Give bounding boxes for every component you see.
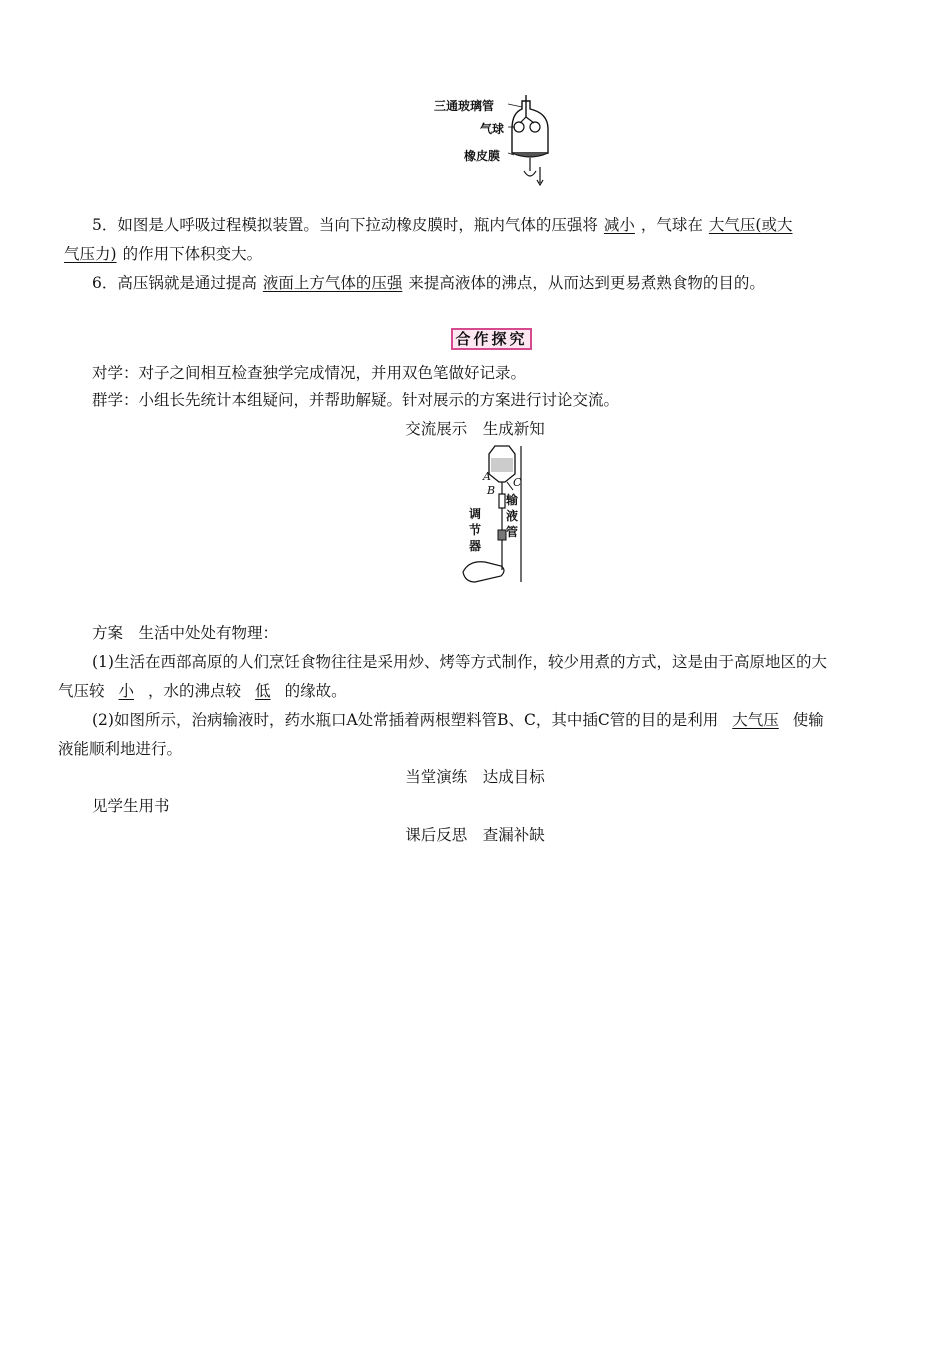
letter-b: B	[487, 484, 496, 497]
see-student-book: 见学生用书	[92, 797, 170, 815]
item-2-text-2: 使输	[792, 711, 824, 729]
q5-text-2: ，气球在	[640, 216, 703, 234]
subheading-exchange-show: 交流展示 生成新知	[405, 420, 545, 438]
item-2-line-2: 液能顺利地进行。	[58, 740, 183, 758]
q5-text-1: 5．如图是人呼吸过程模拟装置。当向下拉动橡皮膜时，瓶内气体的压强将	[92, 216, 598, 234]
item-2-answer-1: 大气压	[732, 711, 779, 729]
subheading-classroom-practice: 当堂演练 达成目标	[405, 768, 545, 786]
label-iv-tube: 输液管	[506, 493, 519, 539]
qunxue-paragraph: 群学：小组长先统计本组疑问，并帮助解疑。针对展示的方案进行讨论交流。	[92, 391, 620, 409]
plan-heading: 方案 生活中处处有物理：	[92, 624, 279, 642]
subheading-after-class-reflection: 课后反思 查漏补缺	[405, 826, 545, 844]
item-2-line-1	[92, 709, 890, 731]
label-balloon: 气球	[480, 122, 505, 136]
section-heading-cooperative-inquiry: 合作探究	[451, 328, 532, 350]
label-rubber-membrane: 橡皮膜	[464, 149, 501, 163]
item-1-line-2	[58, 680, 890, 702]
iv-drip-figure	[455, 442, 535, 590]
label-three-way-tube: 三通玻璃管	[434, 99, 495, 113]
letter-c: C	[513, 476, 522, 489]
letter-a: A	[483, 470, 491, 483]
item-1-text-1: 气压较	[58, 682, 105, 700]
item-2-text-1: (2)如图所示，治病输液时，药水瓶口A处常插着两根塑料管B、C，其中插C管的目的是利用	[92, 711, 719, 729]
item-1-line-1: (1)生活在西部高原的人们烹饪食物往往是采用炒、烤等方式制作，较少用煮的方式，这是由于高原地区的大	[92, 653, 827, 671]
item-1-text-3: 的缘故。	[284, 682, 347, 700]
q5-answer-1: 减小	[603, 216, 635, 234]
item-1-text-2: ，水的沸点较	[148, 682, 242, 700]
breathing-model-figure	[430, 95, 560, 187]
q6-answer-1: 液面上方气体的压强	[262, 274, 403, 292]
q5-answer-2b: 气压力)	[64, 245, 117, 263]
question-5-line-1	[92, 214, 890, 236]
question-5-line-2	[58, 243, 890, 265]
q5-text-3: 的作用下体积变大。	[122, 245, 263, 263]
item-1-answer-2: 低	[255, 682, 271, 700]
q6-text-1: 6．高压锅就是通过提高	[92, 274, 257, 292]
iv-drip-diagram	[455, 442, 535, 590]
q6-text-2: 来提高液体的沸点，从而达到更易煮熟食物的目的。	[408, 274, 765, 292]
label-regulator: 调节器	[469, 507, 482, 553]
question-6	[92, 272, 890, 294]
q5-answer-2a: 大气压(或大	[708, 216, 793, 234]
duixue-paragraph: 对学：对子之间相互检查独学完成情况，并用双色笔做好记录。	[92, 364, 527, 382]
item-1-answer-1: 小	[118, 682, 135, 700]
